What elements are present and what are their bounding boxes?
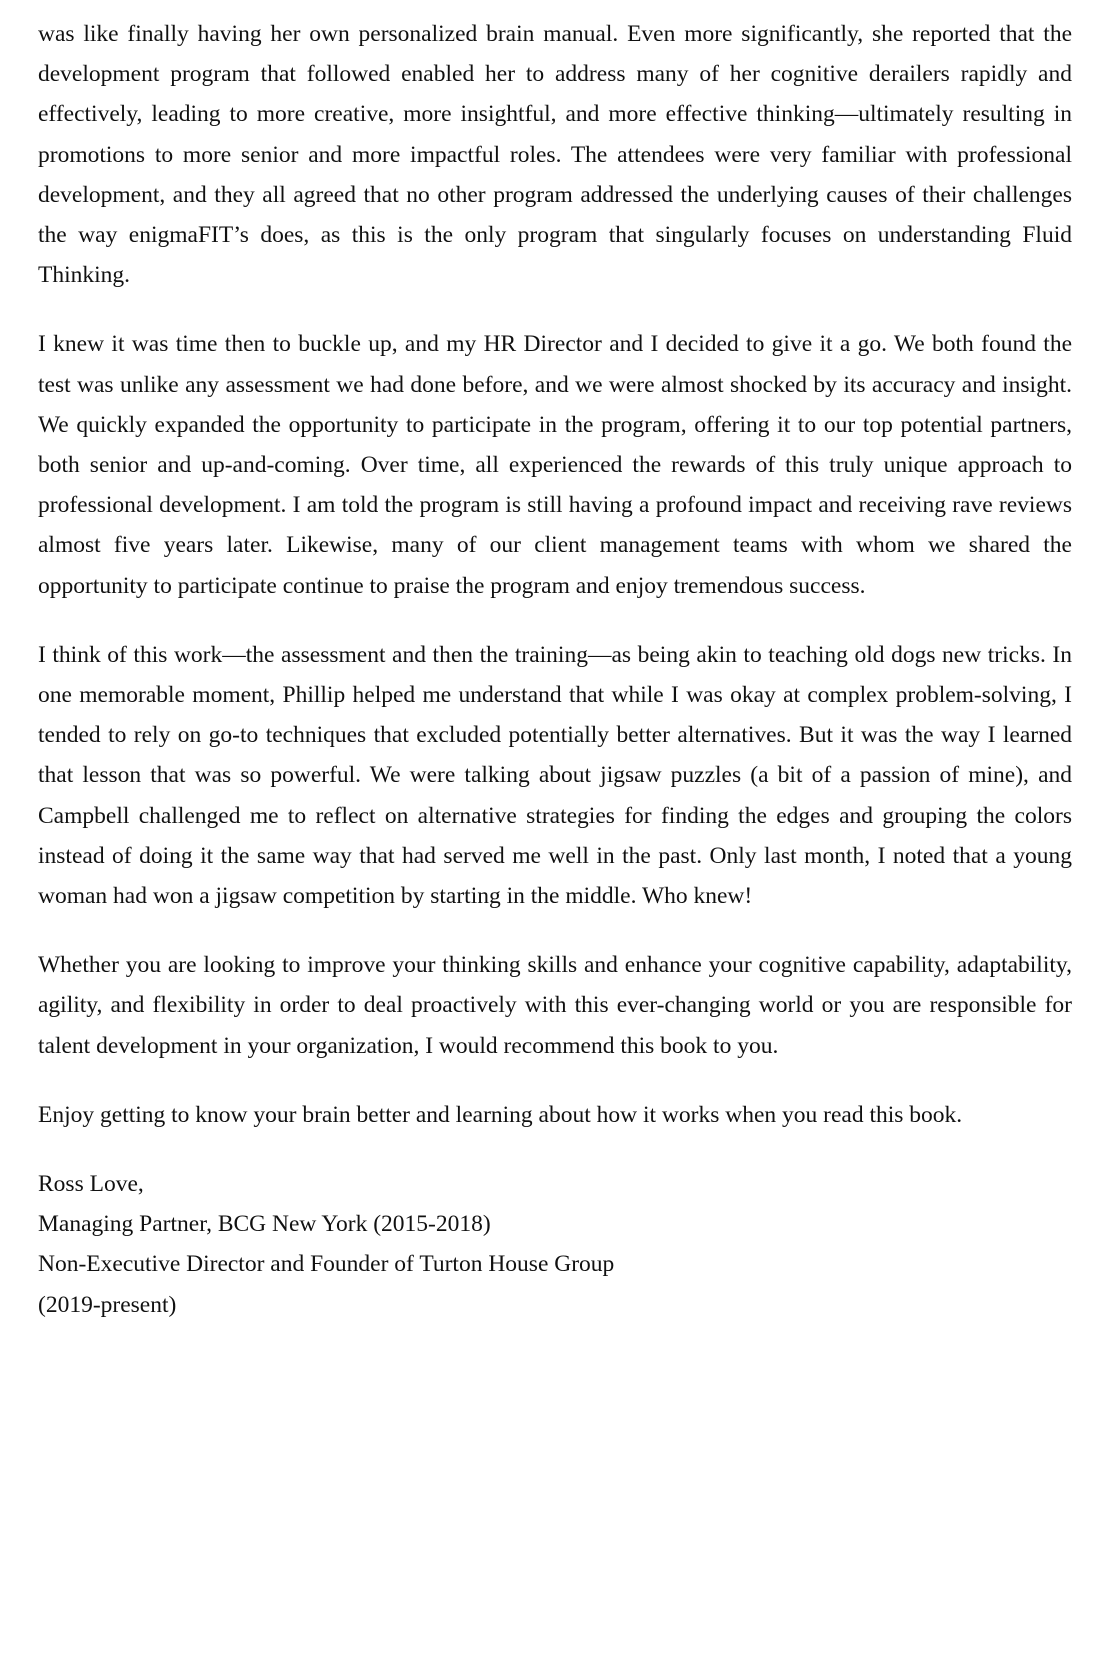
paragraph-buckle-up: I knew it was time then to buckle up, and my HR Director and I decided to give it a go. We both found the test was unlike any assessment we had done before, and we were almost shocked by its accuracy and insight. We quickly expanded the opportunity to participate in the program, offering it to our top potential partners, both senior and up-and-coming. Over time, all experienced the rewards of this truly unique approach to professional development. I am told the program is still having a profound impact and receiving rave reviews almost five years later. Likewise, many of our client management teams with whom we shared the opportunity to participate continue to praise the program and enjoy tremendous success. — [38, 331, 1072, 599]
signature-block — [38, 1164, 1072, 1325]
signature-title-turton: Non-Executive Director and Founder of Turton House Group — [38, 1251, 615, 1278]
paragraph-enjoy: Enjoy getting to know your brain better and learning about how it works when you read this book. — [38, 1101, 963, 1128]
signature-title-turton-dates: (2019-present) — [38, 1291, 177, 1318]
paragraph-recommendation: Whether you are looking to improve your thinking skills and enhance your cognitive capability, adaptability, agility, and flexibility in order to deal proactively with this ever-changing world or you are responsible for talent development in your organization, I would recommend this book to you. — [38, 952, 1072, 1059]
signature-title-bcg: Managing Partner, BCG New York (2015-2018) — [38, 1211, 491, 1238]
signature-name: Ross Love, — [38, 1171, 144, 1198]
paragraph-old-dogs-new-tricks: I think of this work—the assessment and then the training—as being akin to teaching old dogs new tricks. In one memorable moment, Phillip helped me understand that while I was okay at complex problem-solving, I tended to rely on go-to techniques that excluded potentially better alternatives. But it was the way I learned that lesson that was so powerful. We were talking about jigsaw puzzles (a bit of a passion of mine), and Campbell challenged me to reflect on alternative strategies for finding the edges and grouping the colors instead of doing it the same way that had served me well in the past. Only last month, I noted that a young woman had won a jigsaw competition by starting in the middle. Who knew! — [38, 641, 1072, 910]
paragraph-brain-manual: was like finally having her own personalized brain manual. Even more significantly, she reported that the development program that followed enabled her to address many of her cognitive derailers rapidly and effectively, leading to more creative, more insightful, and more effective thinking—ultimately resulting in promotions to more senior and more impactful roles. The attendees were very familiar with professional development, and they all agreed that no other program addressed the underlying causes of their challenges the way enigmaFIT’s does, as this is the only program that singularly focuses on understanding Fluid Thinking. — [38, 21, 1072, 289]
document-page — [38, 14, 1072, 1325]
